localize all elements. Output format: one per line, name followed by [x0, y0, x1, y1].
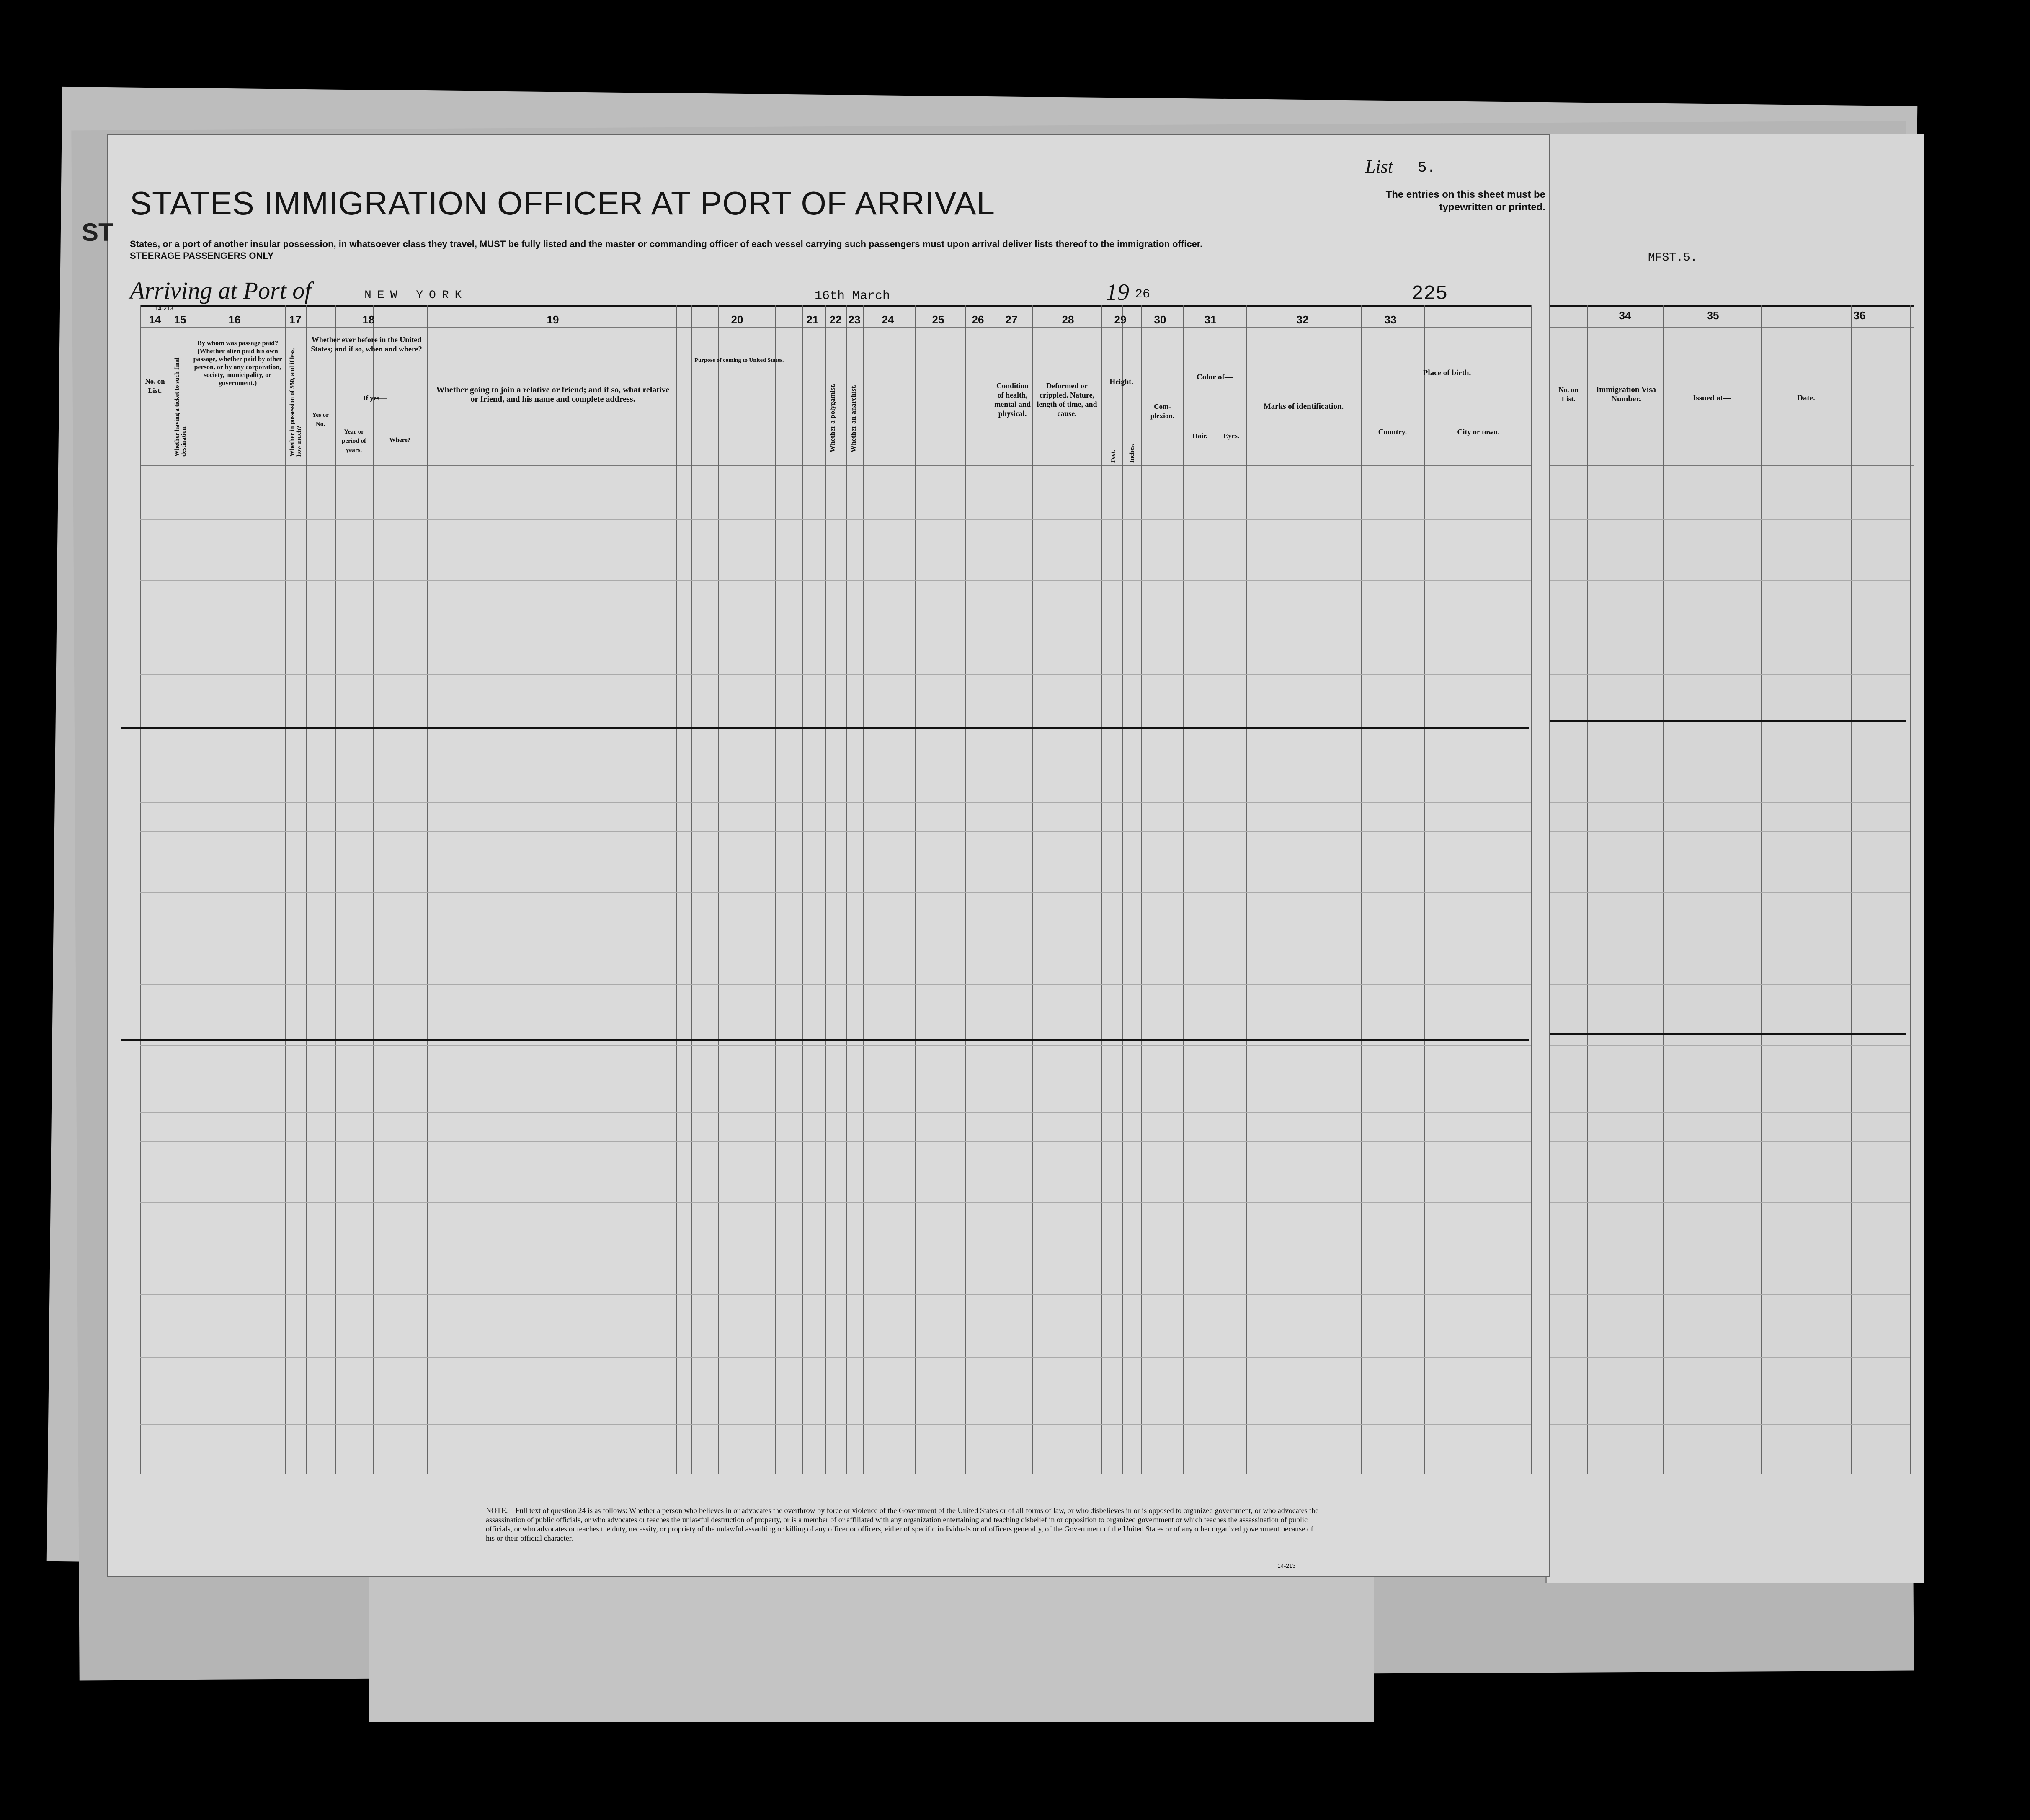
- header-paid-by: By whom was passage paid? (Whether alien paid his own passage, whether paid by other person, or by any corporation, society, municipality, or government.): [193, 340, 282, 387]
- column-number: 17: [289, 313, 302, 326]
- grid-line: [1122, 305, 1123, 1474]
- row-rule: [1550, 831, 1910, 832]
- header-anarchist: Whether an anarchist.: [849, 384, 857, 452]
- column-number: 28: [1062, 313, 1074, 326]
- header-feet: Feet.: [1110, 449, 1117, 463]
- column-number: 36: [1853, 309, 1866, 322]
- footnote: NOTE.—Full text of question 24 is as follows: Whether a person who believes in or advocates the overthrow by force or violence of the Government of the United States or of all forms of law, or who disbelieves in or is opposed to organized government, or who advocates the assassination of public officials, or who advocates or teaches the unlawful destruction of property, or is a member of or affiliated with any organization entertaining and teaching disbelief in or opposition to organized government or which teaches the assassination of public officials, or who advocates or teaches the duty, necessity, or propriety of the unlawful assaulting or killing of any officer or officers, either of specific individuals or of officers generally, of the Government of the United States or of any other organized government because of his or their official character.: [486, 1506, 1319, 1542]
- grid-line: [1424, 305, 1425, 1474]
- header-marks: Marks of identification.: [1263, 402, 1344, 411]
- list-value: 5.: [1418, 159, 1436, 176]
- column-number: 18: [362, 313, 375, 326]
- header-where: Where?: [389, 437, 411, 444]
- grid-line: [1246, 305, 1247, 1474]
- row-rule: [1550, 1294, 1910, 1295]
- header-relative: Whether going to join a relative or friend; and if so, what relative or friend, and his name and complete address.: [436, 385, 670, 404]
- row-rule: [140, 892, 1531, 893]
- grid-line: [1663, 305, 1664, 1474]
- grid-line: [285, 305, 286, 1474]
- form-number: 14-213: [155, 305, 173, 312]
- row-rule: [1550, 984, 1910, 985]
- row-rule: [140, 1424, 1531, 1425]
- grid-line: [335, 305, 336, 1474]
- header-deformed: Deformed or crippled. Nature, length of time, and cause.: [1037, 382, 1097, 418]
- row-rule: [1550, 1045, 1910, 1046]
- header-fifty: Whether in possession of $50, and if less, how much?: [289, 348, 302, 457]
- subtitle: States, or a port of another insular possession, in whatsoever class they travel, MUST be fully listed and the master or commanding officer of each vessel carrying such passengers must upon arrival deliver lists thereof to the immigration officer.: [130, 239, 1203, 249]
- year-suffix: 26: [1135, 287, 1150, 302]
- header-country: Country.: [1378, 428, 1407, 436]
- list-label: List: [1365, 156, 1393, 177]
- column-number: 16: [228, 313, 241, 326]
- group-separator: [121, 727, 1529, 729]
- column-number: 15: [174, 313, 186, 326]
- header-eyes: Eyes.: [1223, 432, 1240, 440]
- column-number: 35: [1707, 309, 1719, 322]
- column-number: 34: [1619, 309, 1631, 322]
- group-separator: [1550, 720, 1906, 722]
- header-complexion: Com-plexion.: [1150, 403, 1175, 420]
- grid-line: [1101, 305, 1102, 1474]
- row-rule: [140, 1357, 1531, 1358]
- header-polygamist: Whether a polygamist.: [828, 383, 836, 452]
- row-rule: [1550, 1141, 1910, 1142]
- right-sheet: [1545, 134, 1924, 1583]
- stamp-number: 225: [1411, 283, 1448, 305]
- row-rule: [140, 802, 1531, 803]
- grid-line: [1550, 327, 1914, 328]
- row-rule: [1550, 1424, 1910, 1425]
- grid-line: [427, 305, 428, 1474]
- grid-line: [140, 465, 1531, 466]
- grid-line: [1761, 305, 1762, 1474]
- grid-line: [863, 305, 864, 1474]
- grid-line: [915, 305, 916, 1474]
- header-inches: Inches.: [1129, 444, 1135, 463]
- manifest-ref: MFST.5.: [1648, 251, 1697, 264]
- column-number: 27: [1005, 313, 1018, 326]
- header-before-us: Whether ever before in the United States; and if so, when and where?: [311, 336, 422, 353]
- grid-line: [1851, 305, 1852, 1474]
- arrival-date: 16th March: [815, 289, 890, 303]
- grid-line: [691, 305, 692, 1474]
- form-number-bottom: 14-213: [1277, 1562, 1296, 1569]
- header-visa: Immigration Visa Number.: [1596, 385, 1656, 403]
- grid-line: [1587, 305, 1588, 1474]
- row-rule: [140, 674, 1531, 675]
- grid-line: [965, 305, 966, 1474]
- header-yes-no: Yes or No.: [312, 412, 329, 428]
- row-rule: [140, 1141, 1531, 1142]
- grid-line: [140, 305, 141, 1474]
- grid-line: [140, 327, 1531, 328]
- column-number: 32: [1296, 313, 1309, 326]
- header-purpose: Purpose of coming to United States.: [694, 357, 784, 364]
- row-rule: [140, 1202, 1531, 1203]
- column-number: 14: [149, 313, 161, 326]
- column-number: 20: [731, 313, 743, 326]
- grid-line: [306, 305, 307, 1474]
- column-number: 31: [1204, 313, 1217, 326]
- row-rule: [1550, 519, 1910, 520]
- grid-line: [775, 305, 776, 1474]
- background-sheet-edge: [369, 1571, 1374, 1722]
- grid-line: [1550, 465, 1914, 466]
- header-condition: Condition of health, mental and physical.: [994, 382, 1031, 418]
- column-number: 21: [806, 313, 819, 326]
- row-rule: [140, 1045, 1531, 1046]
- header-period: Year or period of years.: [342, 429, 366, 454]
- header-issued: Issued at—: [1692, 394, 1731, 403]
- grid-line: [718, 305, 719, 1474]
- grid-line: [802, 305, 803, 1474]
- header-height: Height.: [1109, 377, 1133, 386]
- grid-line: [1361, 305, 1362, 1474]
- column-number: 19: [547, 313, 559, 326]
- steerage-label: STEERAGE PASSENGERS ONLY: [130, 250, 274, 261]
- group-separator: [121, 1039, 1529, 1041]
- row-rule: [140, 1294, 1531, 1295]
- grid-line: [846, 305, 847, 1474]
- grid-line: [1910, 305, 1911, 1474]
- arriving-label: Arriving at Port of: [130, 277, 312, 304]
- header-city: City or town.: [1457, 428, 1500, 436]
- row-rule: [1550, 802, 1910, 803]
- grid-line: [373, 305, 374, 1474]
- header-color-of: Color of—: [1197, 373, 1233, 382]
- header-no-on-list-right: No. on List.: [1558, 386, 1579, 403]
- grid-line: [1183, 305, 1184, 1474]
- header-ticket: Whether having a ticket to such final destination.: [174, 357, 187, 457]
- column-number: 22: [829, 313, 842, 326]
- column-number: 24: [882, 313, 894, 326]
- group-separator: [1550, 1033, 1906, 1035]
- header-date: Date.: [1797, 394, 1815, 403]
- row-rule: [140, 831, 1531, 832]
- header-no-on-list: No. on List.: [145, 377, 165, 395]
- port-value: NEW YORK: [364, 289, 468, 302]
- left-corner-text: ST: [82, 218, 114, 246]
- column-number: 30: [1154, 313, 1166, 326]
- grid-line: [1141, 305, 1142, 1474]
- grid-line: [676, 305, 677, 1474]
- column-number: 26: [972, 313, 984, 326]
- grid-line: [1032, 305, 1033, 1474]
- row-rule: [140, 984, 1531, 985]
- row-rule: [1550, 580, 1910, 581]
- year-prefix: 19: [1106, 279, 1129, 305]
- row-rule: [1550, 892, 1910, 893]
- row-rule: [1550, 674, 1910, 675]
- row-rule: [1550, 1112, 1910, 1113]
- column-number: 23: [848, 313, 861, 326]
- header-place-of-birth: Place of birth.: [1423, 369, 1471, 377]
- page-title: STATES IMMIGRATION OFFICER AT PORT OF ARRIVAL: [130, 185, 996, 222]
- grid-line: [1550, 305, 1914, 307]
- grid-line: [825, 305, 826, 1474]
- row-rule: [1550, 1202, 1910, 1203]
- header-hair: Hair.: [1192, 432, 1208, 440]
- grid-line: [1531, 305, 1532, 1474]
- column-number: 29: [1114, 313, 1127, 326]
- row-rule: [1550, 1357, 1910, 1358]
- row-rule: [140, 519, 1531, 520]
- row-rule: [140, 580, 1531, 581]
- typewritten-note: The entries on this sheet must be typewritten or printed.: [1385, 189, 1545, 213]
- column-number: 33: [1384, 313, 1397, 326]
- row-rule: [140, 1112, 1531, 1113]
- header-if-yes: If yes—: [363, 394, 387, 402]
- column-number: 25: [932, 313, 944, 326]
- grid-line: [140, 305, 1531, 307]
